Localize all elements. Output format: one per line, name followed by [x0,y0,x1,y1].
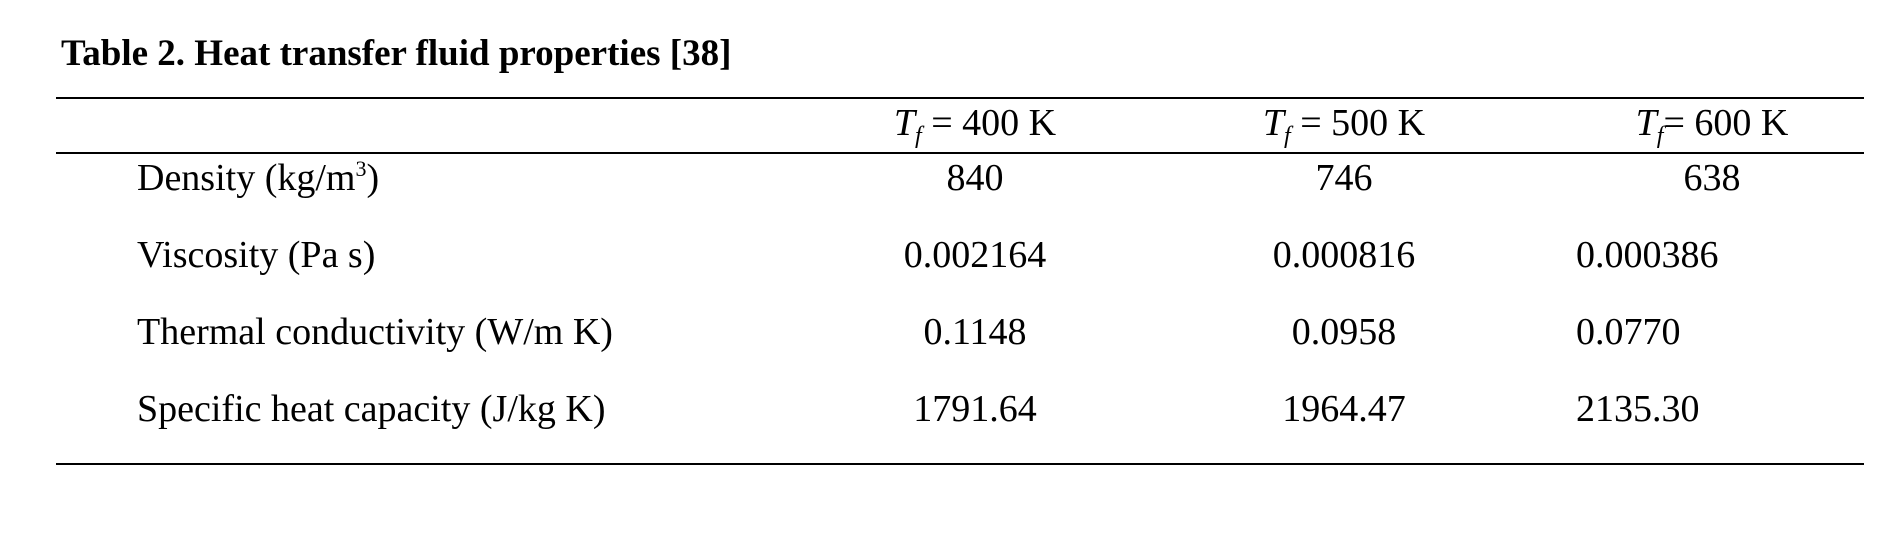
cell-conductivity-400k: 0.1148 [923,311,1027,353]
table-bottom-rule [56,463,1864,465]
header-sub: f [1656,123,1664,149]
cell-density-600k: 638 [1683,157,1741,199]
cell-density-500k: 746 [1315,157,1373,199]
header-var: T [893,102,916,144]
cell-heat-capacity-600k: 2135.30 [1576,388,1700,430]
header-rest: = 500 K [1290,102,1426,144]
row-label-specific-heat: Specific heat capacity (J/kg K) [137,388,606,430]
header-sub: f [1284,123,1291,149]
cell-viscosity-500k: 0.000816 [1272,234,1416,276]
header-var: T [1635,102,1657,144]
header-col-400k [894,101,1056,158]
row-label-text: Density (kg/m [137,157,356,199]
cell-heat-capacity-400k: 1791.64 [913,388,1037,430]
cell-viscosity-400k: 0.002164 [903,234,1047,276]
header-col-500k [1263,101,1425,158]
row-label-viscosity: Viscosity (Pa s) [137,234,376,276]
row-label-text-close: ) [366,157,380,199]
table-caption: Table 2. Heat transfer fluid properties [38] [61,33,732,74]
header-rest: = 400 K [921,102,1057,144]
header-var: T [1262,102,1285,144]
header-col-600k [1636,101,1789,158]
header-rest: = 600 K [1663,102,1789,144]
cell-heat-capacity-500k: 1964.47 [1282,388,1406,430]
row-label-density [137,156,379,200]
cell-conductivity-600k: 0.0770 [1576,311,1681,353]
header-sub: f [915,123,922,149]
row-label-superscript: 3 [355,156,367,181]
cell-density-400k: 840 [946,157,1004,199]
row-label-thermal-conductivity: Thermal conductivity (W/m K) [137,311,613,353]
cell-conductivity-500k: 0.0958 [1291,311,1397,353]
cell-viscosity-600k: 0.000386 [1576,234,1719,276]
table-top-rule [56,97,1864,99]
